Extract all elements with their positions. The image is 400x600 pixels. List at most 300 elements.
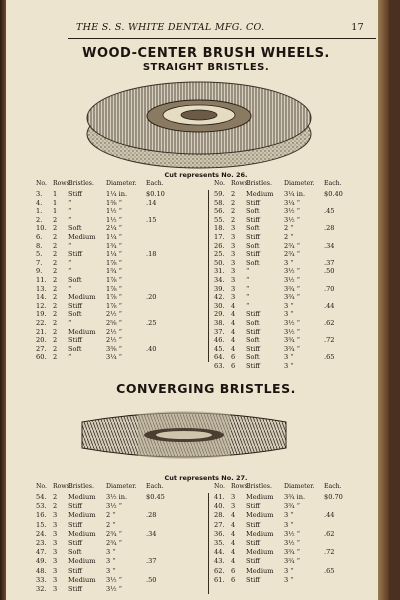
- table-cell: .45: [324, 207, 335, 216]
- table-cell: Stiff: [68, 520, 82, 529]
- table-cell: 2: [53, 344, 58, 353]
- table-cell: .70: [324, 284, 335, 293]
- table-cell: Stiff: [68, 250, 82, 259]
- table-cell: 2: [53, 224, 58, 233]
- table-cell: “: [246, 267, 250, 276]
- table-cell: 34.: [214, 276, 225, 284]
- table-cell: 2 “: [284, 233, 294, 241]
- table-cell: “: [68, 198, 72, 207]
- table-cell: .72: [324, 336, 335, 345]
- table-cell: 43.: [214, 557, 225, 566]
- table-cell: .34: [324, 241, 335, 250]
- table-cell: 3: [231, 276, 236, 284]
- table-cell: 3 “: [284, 258, 294, 267]
- table-cell: 2½ “: [106, 336, 123, 345]
- table-cell: “: [68, 241, 72, 250]
- table-cell: Medium: [246, 548, 274, 557]
- table-cell: 2: [53, 215, 58, 224]
- table-cell: Medium: [246, 566, 274, 575]
- table-cell: 18.: [214, 224, 225, 233]
- table-cell: 4.: [36, 198, 43, 207]
- table-cell: Stiff: [246, 539, 260, 547]
- column-header: Diameter.: [284, 180, 315, 187]
- table-cell: 2: [53, 293, 58, 302]
- table-cell: 4: [231, 327, 236, 336]
- table-cell: .50: [324, 267, 335, 276]
- table-cell: 1⅞ “: [106, 301, 123, 310]
- table-cell: 48.: [36, 566, 47, 575]
- table-cell: 2: [53, 353, 58, 362]
- table-cell: 3: [231, 493, 236, 501]
- table-cell: 21.: [36, 327, 47, 336]
- table-cell: 4: [231, 336, 236, 345]
- table-cell: $0.10: [146, 190, 165, 198]
- table-cell: 1: [53, 207, 58, 216]
- table-cell: 2 “: [106, 520, 116, 529]
- table-cell: Soft: [246, 207, 260, 216]
- table-cell: 1: [53, 198, 58, 207]
- table-cell: 61.: [214, 575, 225, 584]
- table-cell: .37: [324, 258, 335, 267]
- table-cell: “: [246, 284, 250, 293]
- table-cell: 2: [231, 215, 236, 224]
- table-cell: Stiff: [68, 585, 82, 593]
- table-cell: 25.: [214, 250, 225, 259]
- table-cell: Stiff: [246, 233, 260, 241]
- table-cell: Medium: [68, 511, 96, 520]
- table-cell: 1.: [36, 207, 43, 216]
- table-cell: 29.: [214, 310, 225, 319]
- table-cell: Soft: [246, 241, 260, 250]
- header-rule: [68, 38, 376, 39]
- table-cell: 3½ “: [284, 207, 301, 216]
- table-cell: Medium: [246, 190, 274, 198]
- table-cell: 3¾ “: [284, 293, 301, 302]
- table-cell: 16.: [36, 511, 47, 520]
- table-cell: 3 “: [284, 575, 294, 584]
- table-cell: 6: [231, 353, 236, 362]
- table-cell: 1⅞ “: [106, 276, 123, 284]
- column-header: Rows.: [53, 483, 72, 490]
- table-cell: 20.: [36, 336, 47, 345]
- table-cell: 2¾ “: [284, 250, 301, 259]
- column-header: Bristles.: [68, 483, 94, 490]
- table-cell: 2: [53, 250, 58, 259]
- table-cell: 55.: [214, 215, 225, 224]
- table-cell: .65: [324, 353, 335, 362]
- table-cell: 4: [231, 511, 236, 520]
- table-cell: .28: [146, 511, 157, 520]
- table-cell: Stiff: [68, 336, 82, 345]
- table-cell: Soft: [68, 344, 82, 353]
- table-cell: 3 “: [284, 566, 294, 575]
- table-cell: 47.: [36, 548, 47, 557]
- table-cell: 3¾ “: [284, 548, 301, 557]
- table-cell: Stiff: [68, 539, 82, 547]
- table-cell: 2½ “: [106, 327, 123, 336]
- table-cell: 59.: [214, 190, 225, 198]
- column-header: Diameter.: [284, 483, 315, 490]
- converging-bristle-wheel-illustration: [78, 398, 290, 472]
- table-cell: Medium: [68, 293, 96, 302]
- table-cell: “: [68, 207, 72, 216]
- table-cell: 15.: [36, 520, 47, 529]
- table-cell: 3: [231, 284, 236, 293]
- table-cell: 4: [231, 548, 236, 557]
- column-header: Diameter.: [106, 483, 137, 490]
- table-cell: 54.: [36, 493, 47, 501]
- table-cell: 11.: [36, 276, 47, 284]
- table-cell: 3¾ in.: [284, 493, 306, 501]
- table-cell: 4: [231, 310, 236, 319]
- table-cell: .28: [324, 224, 335, 233]
- table-cell: Stiff: [68, 566, 82, 575]
- table-cell: 2½ “: [106, 310, 123, 319]
- table-cell: 3¾ “: [284, 336, 301, 345]
- column-header: No.: [214, 180, 225, 187]
- converging-section-title: CONVERGING BRISTLES.: [116, 381, 296, 396]
- table-cell: 4: [231, 344, 236, 353]
- table-cell: 3½ “: [284, 267, 301, 276]
- table-cell: 9.: [36, 267, 43, 276]
- table-cell: 45.: [214, 344, 225, 353]
- table-cell: Soft: [246, 319, 260, 327]
- table-cell: 23.: [36, 539, 47, 547]
- table-cell: 3¾ “: [284, 557, 301, 566]
- table-cell: .65: [324, 566, 335, 575]
- table-cell: 4: [231, 520, 236, 529]
- table-cell: 3½ in.: [106, 493, 128, 501]
- table-cell: Stiff: [246, 198, 260, 207]
- company-name: THE S. S. WHITE DENTAL MFG. CO.: [76, 22, 265, 33]
- table-cell: 3½ “: [284, 529, 301, 538]
- table-cell: 3¾ “: [284, 284, 301, 293]
- column-header: Each.: [146, 483, 164, 490]
- table-cell: 2¾ “: [106, 539, 123, 547]
- column-header: No.: [36, 483, 47, 490]
- table-cell: 3: [231, 233, 236, 241]
- table-cell: .18: [146, 250, 157, 259]
- table-cell: 38.: [214, 319, 225, 327]
- table-cell: 2: [53, 276, 58, 284]
- table-cell: 3: [53, 548, 58, 557]
- table-cell: .25: [146, 319, 157, 327]
- table-cell: .40: [146, 344, 157, 353]
- table-cell: 3¼ “: [284, 198, 301, 207]
- table-cell: 13.: [36, 284, 47, 293]
- table-cell: 1: [53, 190, 58, 198]
- table-cell: 3½ “: [106, 585, 123, 593]
- table-cell: 3: [231, 293, 236, 302]
- table-cell: Soft: [246, 353, 260, 362]
- table-cell: 2: [231, 207, 236, 216]
- column-header: Bristles.: [246, 180, 272, 187]
- table-cell: 1¼ “: [106, 233, 123, 241]
- table-cell: 4: [231, 557, 236, 566]
- table-cell: 2: [53, 502, 58, 511]
- table-cell: 2: [53, 241, 58, 250]
- table-cell: 3: [53, 575, 58, 584]
- table-cell: “: [68, 319, 72, 327]
- table-cell: Medium: [68, 233, 96, 241]
- table-cell: 3: [231, 250, 236, 259]
- column-divider: [208, 493, 209, 594]
- table-cell: 3 “: [284, 353, 294, 362]
- column-header: Diameter.: [106, 180, 137, 187]
- table-cell: 28.: [214, 511, 225, 520]
- table-cell: 22.: [36, 319, 47, 327]
- table-cell: 3: [231, 241, 236, 250]
- table-cell: 10.: [36, 224, 47, 233]
- table-cell: Soft: [68, 310, 82, 319]
- table-cell: 56.: [214, 207, 225, 216]
- table-cell: 2⅝ “: [106, 319, 123, 327]
- table-cell: Soft: [246, 258, 260, 267]
- table-cell: 2: [53, 493, 58, 501]
- table-cell: .72: [324, 548, 335, 557]
- table-cell: Stiff: [246, 344, 260, 353]
- table-cell: 30.: [214, 301, 225, 310]
- table-cell: 19.: [36, 310, 47, 319]
- table-cell: 3½ “: [284, 327, 301, 336]
- table-cell: 8.: [36, 241, 43, 250]
- table-cell: 27.: [36, 344, 47, 353]
- table-cell: 4: [231, 301, 236, 310]
- table-cell: 40.: [214, 502, 225, 511]
- table-cell: 3: [53, 511, 58, 520]
- table-cell: 2.: [36, 215, 43, 224]
- column-header: Bristles.: [246, 483, 272, 490]
- running-header: [76, 22, 376, 36]
- table-cell: 33.: [36, 575, 47, 584]
- table-cell: 3 “: [106, 548, 116, 557]
- table-cell: .37: [146, 557, 157, 566]
- catalog-page: [6, 0, 389, 600]
- table-cell: 2: [53, 319, 58, 327]
- table-cell: Soft: [68, 276, 82, 284]
- straight-bristles-price-table: [36, 180, 381, 376]
- table-cell: 2 “: [284, 224, 294, 233]
- table-cell: 3¾ “: [284, 502, 301, 511]
- table-cell: 12.: [36, 301, 47, 310]
- table-cell: 1¼ in.: [106, 190, 128, 198]
- table-cell: 3 “: [284, 511, 294, 520]
- table-cell: 1⅜ “: [106, 198, 123, 207]
- table-cell: 2: [53, 284, 58, 293]
- table-cell: Stiff: [246, 310, 260, 319]
- table-cell: Medium: [68, 575, 96, 584]
- table-cell: 39.: [214, 284, 225, 293]
- table-cell: 3: [53, 566, 58, 575]
- table-cell: .50: [146, 575, 157, 584]
- straight-bristle-wheel-illustration: [84, 78, 314, 170]
- table-cell: 3: [231, 258, 236, 267]
- table-cell: Stiff: [68, 301, 82, 310]
- table-cell: Stiff: [246, 520, 260, 529]
- table-cell: 1½ “: [106, 207, 123, 216]
- table-cell: .14: [146, 198, 157, 207]
- table-cell: $0.70: [324, 493, 343, 501]
- table-cell: 24.: [36, 529, 47, 538]
- table-cell: Stiff: [246, 502, 260, 511]
- table-cell: “: [68, 353, 72, 362]
- table-cell: “: [246, 301, 250, 310]
- table-cell: 2 “: [106, 511, 116, 520]
- table-cell: 3½ “: [106, 575, 123, 584]
- table-cell: 3½ “: [284, 539, 301, 547]
- table-cell: 1⅞ “: [106, 258, 123, 267]
- table-cell: $0.40: [324, 190, 343, 198]
- column-header: No.: [214, 483, 225, 490]
- table-cell: Medium: [68, 529, 96, 538]
- table-cell: 49.: [36, 557, 47, 566]
- table-cell: 41.: [214, 493, 225, 501]
- table-cell: 44.: [214, 548, 225, 557]
- table-cell: Medium: [246, 511, 274, 520]
- column-header: Each.: [324, 483, 342, 490]
- table-cell: 42.: [214, 293, 225, 302]
- table-cell: 1¾ “: [106, 241, 123, 250]
- table-cell: 3: [53, 520, 58, 529]
- table-cell: 2¾ “: [284, 241, 301, 250]
- table-cell: 3 “: [284, 362, 294, 370]
- table-cell: .44: [324, 511, 335, 520]
- column-header: Each.: [146, 180, 164, 187]
- section-title: WOOD-CENTER BRUSH WHEELS.: [82, 46, 330, 61]
- table-cell: 3¼ in.: [284, 190, 306, 198]
- table-cell: 3 “: [106, 557, 116, 566]
- table-cell: 3: [53, 557, 58, 566]
- table-cell: “: [68, 258, 72, 267]
- table-cell: 3: [53, 529, 58, 538]
- table-cell: .20: [146, 293, 157, 302]
- table-cell: 3¼ “: [106, 353, 123, 362]
- table-cell: Stiff: [246, 250, 260, 259]
- table-cell: 2: [53, 267, 58, 276]
- table-cell: 7.: [36, 258, 43, 267]
- table-cell: 46.: [214, 336, 225, 345]
- table-cell: “: [246, 293, 250, 302]
- table-cell: 17.: [214, 233, 225, 241]
- table-cell: Medium: [68, 557, 96, 566]
- table-cell: 3: [53, 539, 58, 547]
- table-cell: “: [68, 284, 72, 293]
- table-cell: 35.: [214, 539, 225, 547]
- table-cell: 50.: [214, 258, 225, 267]
- table-cell: 3: [231, 502, 236, 511]
- column-header: Each.: [324, 180, 342, 187]
- table-cell: .62: [324, 529, 335, 538]
- table-cell: 1⅞ “: [106, 284, 123, 293]
- table-cell: 3 “: [284, 310, 294, 319]
- table-cell: 63.: [214, 362, 225, 370]
- table-cell: $0.45: [146, 493, 165, 501]
- table-cell: 3⅜ “: [106, 344, 123, 353]
- table-cell: Soft: [246, 336, 260, 345]
- table-cell: Medium: [68, 327, 96, 336]
- table-cell: 31.: [214, 267, 225, 276]
- table-cell: Stiff: [246, 557, 260, 566]
- table-cell: Medium: [246, 529, 274, 538]
- table-cell: 2: [231, 190, 236, 198]
- table-cell: 14.: [36, 293, 47, 302]
- column-header: Rows.: [53, 180, 72, 187]
- table-cell: 6: [231, 362, 236, 370]
- table-cell: 58.: [214, 198, 225, 207]
- table-cell: 2: [53, 327, 58, 336]
- table-cell: 27.: [214, 520, 225, 529]
- table-cell: 3 “: [106, 566, 116, 575]
- table-cell: 36.: [214, 529, 225, 538]
- table-cell: 3½ “: [284, 215, 301, 224]
- table-cell: 3½ “: [284, 276, 301, 284]
- figure-caption-27: Cut represents No. 27.: [164, 474, 248, 482]
- table-cell: 3½ “: [106, 502, 123, 511]
- table-cell: 4: [231, 319, 236, 327]
- table-cell: 3: [231, 267, 236, 276]
- table-cell: Soft: [68, 224, 82, 233]
- section-subtitle: STRAIGHT BRISTLES.: [142, 62, 270, 73]
- table-cell: 37.: [214, 327, 225, 336]
- table-cell: .62: [324, 319, 335, 327]
- table-cell: 2: [53, 258, 58, 267]
- table-cell: 3 “: [284, 301, 294, 310]
- table-cell: 2: [53, 301, 58, 310]
- table-cell: 3.: [36, 190, 43, 198]
- table-cell: 32.: [36, 585, 47, 593]
- table-cell: .44: [324, 301, 335, 310]
- table-cell: 3¾ “: [284, 344, 301, 353]
- table-cell: “: [246, 276, 250, 284]
- table-cell: .15: [146, 215, 157, 224]
- table-cell: Medium: [68, 493, 96, 501]
- table-cell: 4: [231, 529, 236, 538]
- table-cell: 1¼ “: [106, 250, 123, 259]
- table-cell: 3 “: [284, 520, 294, 529]
- column-header: Bristles.: [68, 180, 94, 187]
- table-cell: 2: [53, 233, 58, 241]
- table-cell: 6: [231, 575, 236, 584]
- table-cell: 60.: [36, 353, 47, 362]
- table-cell: 6: [231, 566, 236, 575]
- table-cell: 4: [231, 539, 236, 547]
- converging-bristles-price-table: [36, 483, 381, 593]
- page-number: 17: [351, 22, 364, 33]
- table-cell: Stiff: [246, 575, 260, 584]
- table-cell: 3½ “: [284, 319, 301, 327]
- table-cell: 2¼ “: [106, 224, 123, 233]
- table-cell: 2: [53, 310, 58, 319]
- table-cell: .34: [146, 529, 157, 538]
- table-cell: Soft: [68, 548, 82, 557]
- table-cell: 1⅞ “: [106, 293, 123, 302]
- column-divider: [208, 190, 209, 362]
- table-cell: 26.: [214, 241, 225, 250]
- table-cell: 3: [53, 585, 58, 593]
- table-cell: “: [68, 267, 72, 276]
- table-cell: 2: [231, 198, 236, 207]
- table-cell: 3: [231, 224, 236, 233]
- table-cell: “: [68, 215, 72, 224]
- table-cell: Medium: [246, 493, 274, 501]
- table-cell: 5.: [36, 250, 43, 259]
- table-cell: Soft: [246, 224, 260, 233]
- table-cell: 1½ “: [106, 215, 123, 224]
- figure-caption-26: Cut represents No. 26.: [164, 171, 248, 179]
- table-cell: 62.: [214, 566, 225, 575]
- table-cell: Stiff: [68, 190, 82, 198]
- table-cell: 2: [53, 336, 58, 345]
